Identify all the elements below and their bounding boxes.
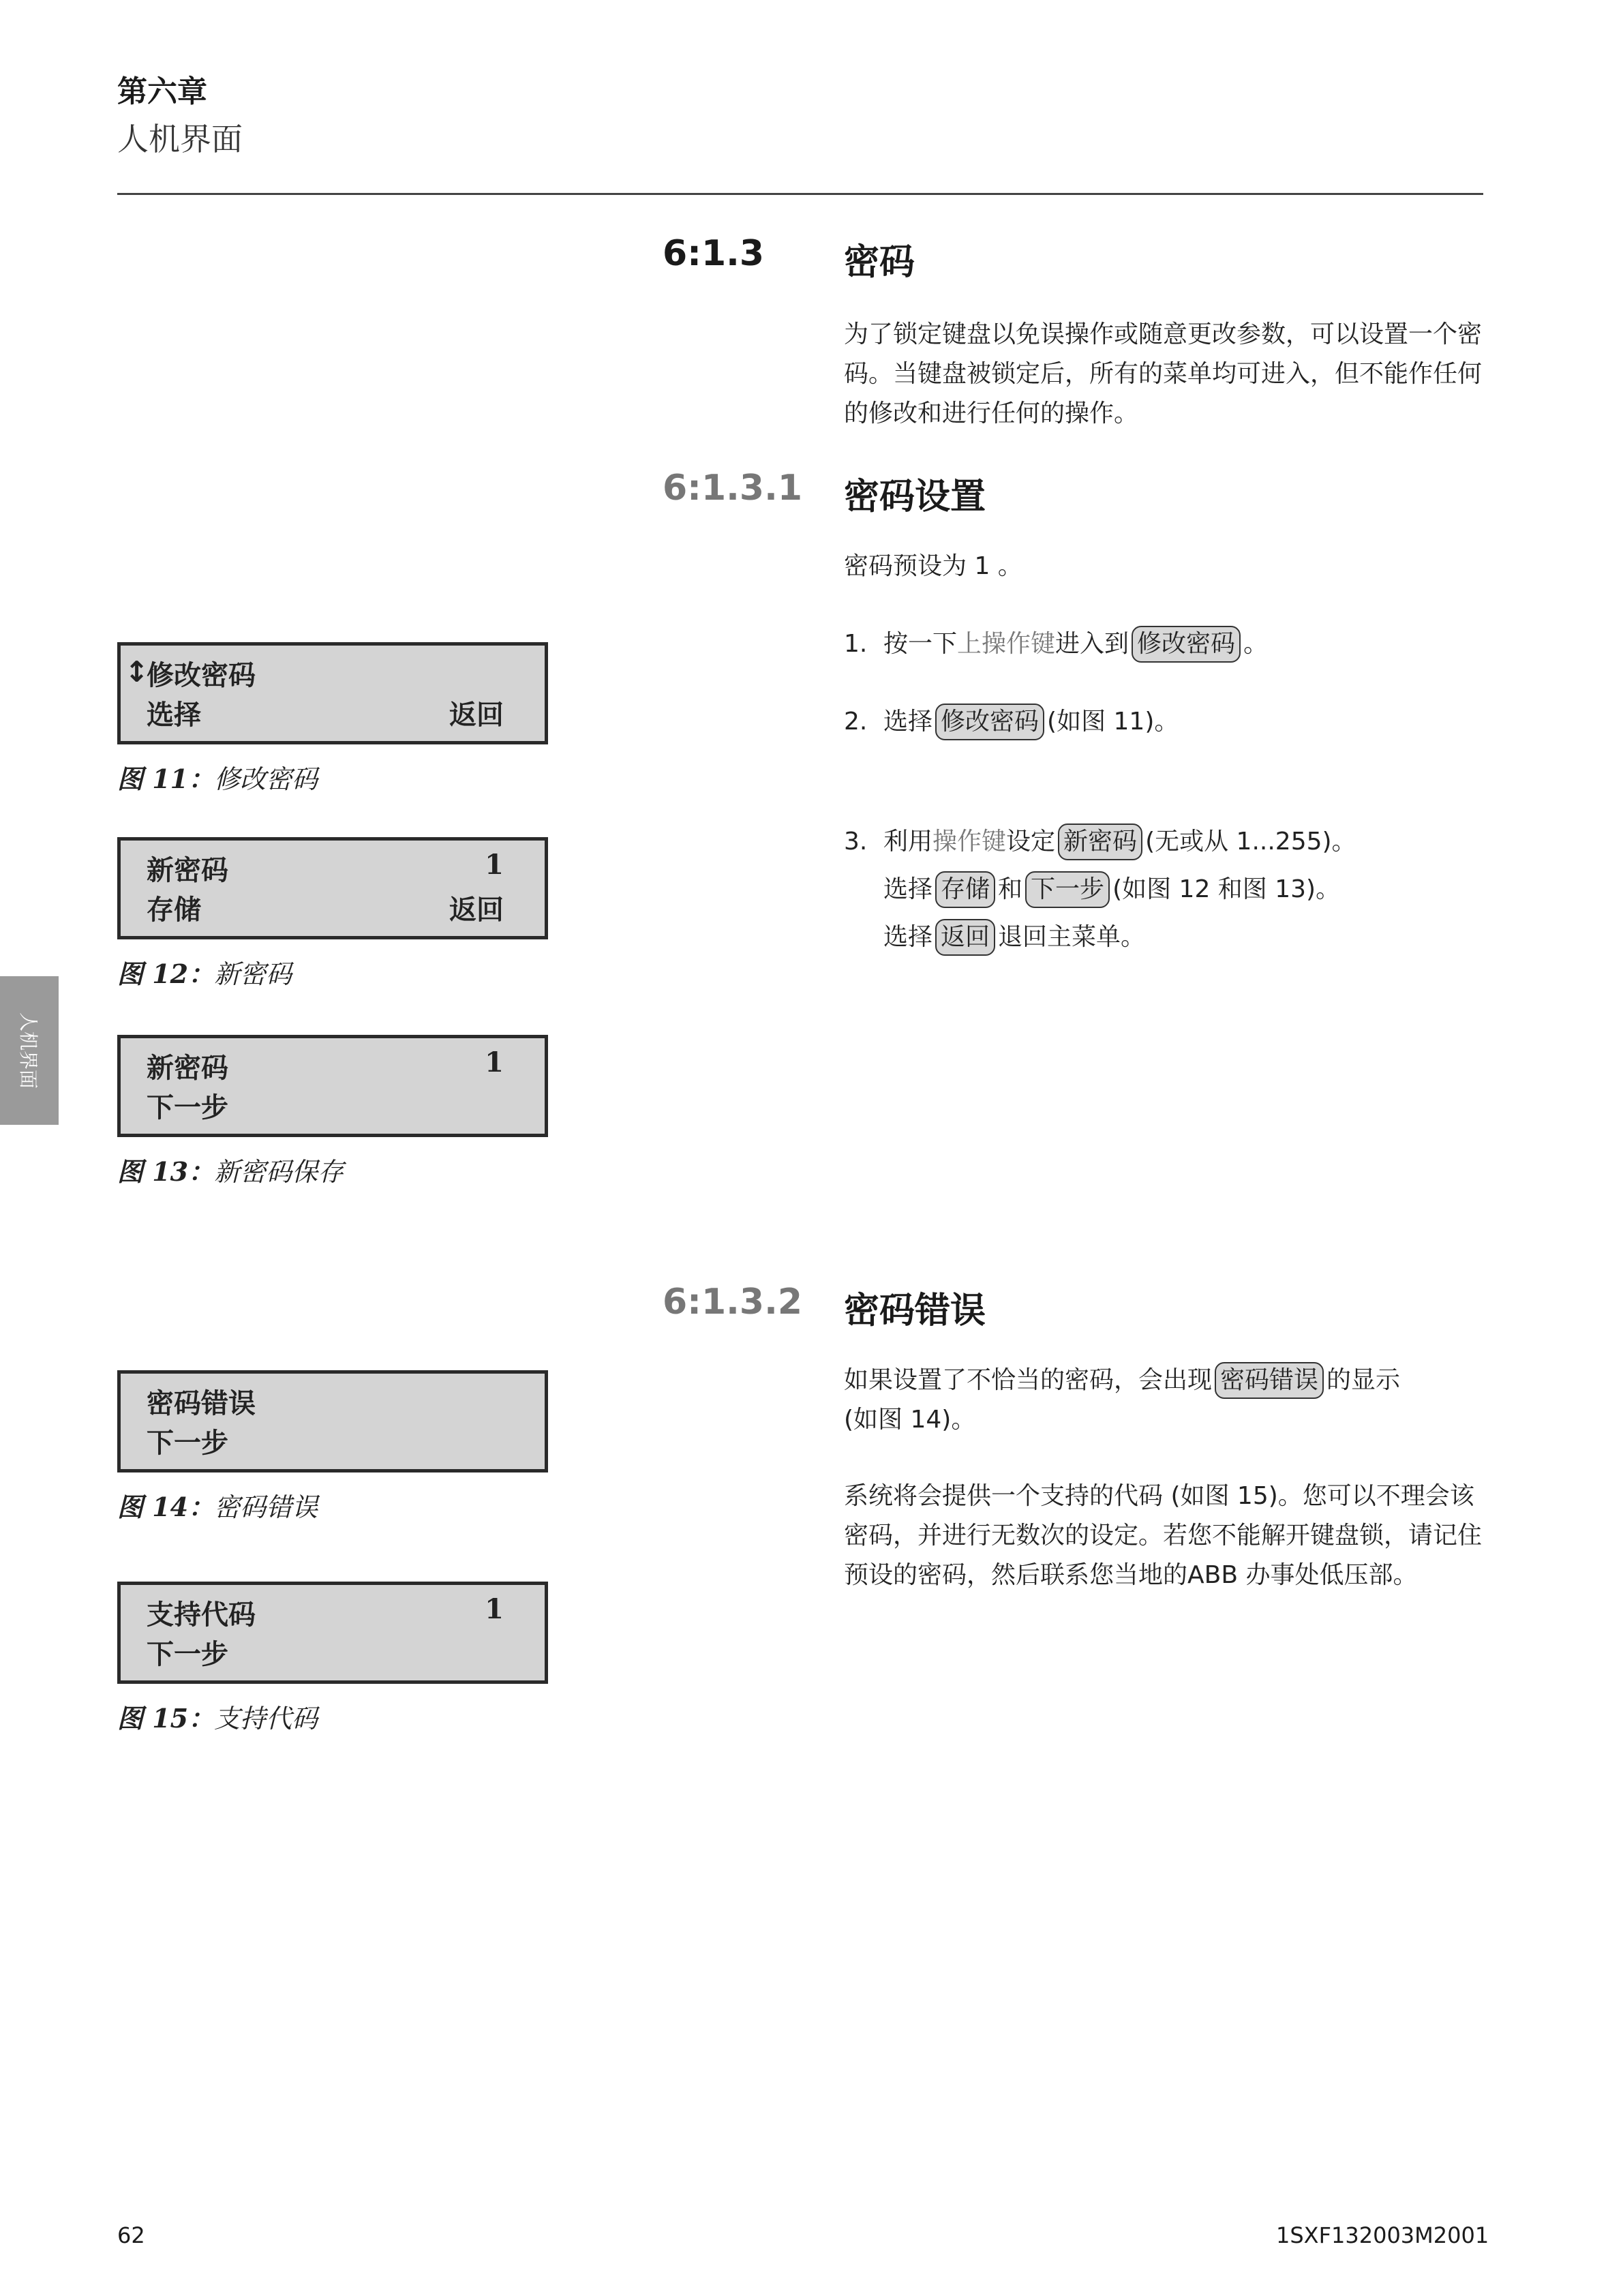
lcd-row-1 — [147, 1046, 504, 1085]
lcd-text: 下一步 — [147, 1427, 228, 1459]
para-text: 如果设置了不恰当的密码，会出现 — [844, 1366, 1213, 1394]
figure-caption — [117, 1697, 318, 1735]
lcd-text: 修改密码 — [147, 659, 256, 691]
figure-caption — [117, 1151, 344, 1188]
menu-box: 返回 — [935, 919, 995, 956]
header-rule — [117, 193, 1483, 195]
step-1 — [844, 624, 1485, 664]
step-2 — [844, 702, 1485, 742]
lcd-text: 密码错误 — [147, 1387, 256, 1419]
lcd-row-2 — [147, 888, 504, 927]
step-text: 选择 — [883, 708, 933, 736]
step-text: 利用 — [883, 828, 933, 856]
step-number: 3. — [844, 828, 868, 856]
chapter-title: 人机界面 — [117, 121, 243, 157]
lcd-text: 返回 — [449, 894, 504, 926]
para-text: 的显示 — [1326, 1366, 1401, 1394]
lcd-value: 1 — [485, 849, 504, 881]
step-3-line-2 — [883, 870, 1340, 909]
key-name: 操作键 — [932, 828, 1007, 856]
figure-number: 图 11： — [117, 764, 215, 794]
lcd-row-2 — [147, 1421, 504, 1460]
figure-caption — [117, 758, 318, 796]
step-3-line-3 — [883, 918, 1145, 957]
side-tab-label: 人机界面 — [17, 1012, 40, 1089]
lcd-display — [117, 837, 548, 939]
lcd-display — [117, 1035, 548, 1137]
section-number: 6:1.3 — [663, 233, 765, 274]
error-paragraph-line-2: (如图 14)。 — [844, 1406, 976, 1434]
menu-box: 新密码 — [1058, 824, 1142, 860]
menu-box: 下一步 — [1025, 871, 1110, 908]
subsection-number: 6:1.3.2 — [663, 1282, 803, 1323]
subsection-title: 密码错误 — [844, 1290, 986, 1331]
figure-number: 图 15： — [117, 1703, 215, 1734]
step-text: 按一下 — [883, 630, 958, 658]
lcd-text: 下一步 — [147, 1638, 228, 1670]
figure-number: 图 14： — [117, 1492, 215, 1522]
support-paragraph: 系统将会提供一个支持的代码 (如图 15)。您可以不理会该密码，并进行无数次的设定。若您不能解开键盘锁，请记住预设的密码，然后联系您当地的ABB 办事处低压部。 — [844, 1482, 1483, 1589]
lcd-text: 新密码 — [147, 1052, 228, 1084]
page-number: 62 — [117, 2222, 145, 2248]
default-password-text: 密码预设为 1 。 — [844, 552, 1022, 580]
figure-caption — [117, 1486, 318, 1524]
lcd-display — [117, 1370, 548, 1472]
lcd-value: 1 — [485, 1593, 504, 1625]
lcd-text: 返回 — [449, 699, 504, 731]
lcd-text: 支持代码 — [147, 1599, 256, 1631]
lcd-row-1 — [147, 654, 504, 693]
lcd-display — [117, 1582, 548, 1684]
section-title: 密码 — [844, 242, 915, 283]
lcd-text: 存储 — [147, 894, 201, 926]
subsection-title: 密码设置 — [844, 477, 986, 517]
step-text: 选择 — [883, 875, 933, 903]
lcd-row-2 — [147, 693, 504, 732]
up-down-arrow-icon: ↕ — [125, 655, 149, 689]
step-3 — [844, 822, 1485, 862]
step-text: 设定 — [1006, 828, 1056, 856]
key-name: 上操作键 — [957, 630, 1056, 658]
step-text: 。 — [1243, 630, 1269, 658]
figure-number: 图 12： — [117, 958, 215, 989]
step-number: 2. — [844, 708, 868, 736]
step-text: (如图 12 和图 13)。 — [1112, 875, 1341, 903]
step-text: 退回主菜单。 — [998, 923, 1146, 951]
lcd-row-1 — [147, 849, 504, 888]
figure-caption-text: 修改密码 — [214, 764, 318, 794]
lcd-display — [117, 642, 548, 744]
chapter-number: 第六章 — [117, 74, 207, 109]
subsection-number: 6:1.3.1 — [663, 468, 803, 509]
figure-caption — [117, 953, 292, 991]
error-paragraph — [844, 1361, 1485, 1400]
menu-box: 密码错误 — [1215, 1362, 1324, 1399]
lcd-row-1 — [147, 1382, 504, 1421]
figure-caption-text: 新密码 — [214, 959, 292, 989]
figure-caption-text: 支持代码 — [214, 1704, 318, 1734]
step-text: 和 — [998, 875, 1023, 903]
lcd-text: 下一步 — [147, 1091, 228, 1123]
step-text: 选择 — [883, 923, 933, 951]
lcd-text: 选择 — [147, 699, 201, 731]
figure-caption-text: 密码错误 — [214, 1492, 318, 1522]
lcd-row-1 — [147, 1593, 504, 1632]
step-number: 1. — [844, 630, 868, 658]
step-text: 进入到 — [1055, 630, 1129, 658]
lcd-row-2 — [147, 1633, 504, 1672]
menu-box: 修改密码 — [935, 704, 1044, 740]
lcd-row-2 — [147, 1086, 504, 1125]
menu-box: 存储 — [935, 871, 995, 908]
step-text: (无或从 1...255)。 — [1145, 828, 1356, 856]
step-text: (如图 11)。 — [1047, 708, 1179, 736]
figure-number: 图 13： — [117, 1156, 215, 1187]
lcd-value: 1 — [485, 1046, 504, 1078]
lcd-text: 新密码 — [147, 854, 228, 886]
document-id: 1SXF132003M2001 — [1276, 2222, 1489, 2248]
section-body: 为了锁定键盘以免误操作或随意更改参数，可以设置一个密码。当键盘被锁定后，所有的菜单均可进入，但不能作任何的修改和进行任何的操作。 — [844, 320, 1483, 427]
menu-box: 修改密码 — [1132, 626, 1241, 663]
side-tab[interactable] — [0, 976, 59, 1125]
figure-caption-text: 新密码保存 — [214, 1157, 344, 1187]
